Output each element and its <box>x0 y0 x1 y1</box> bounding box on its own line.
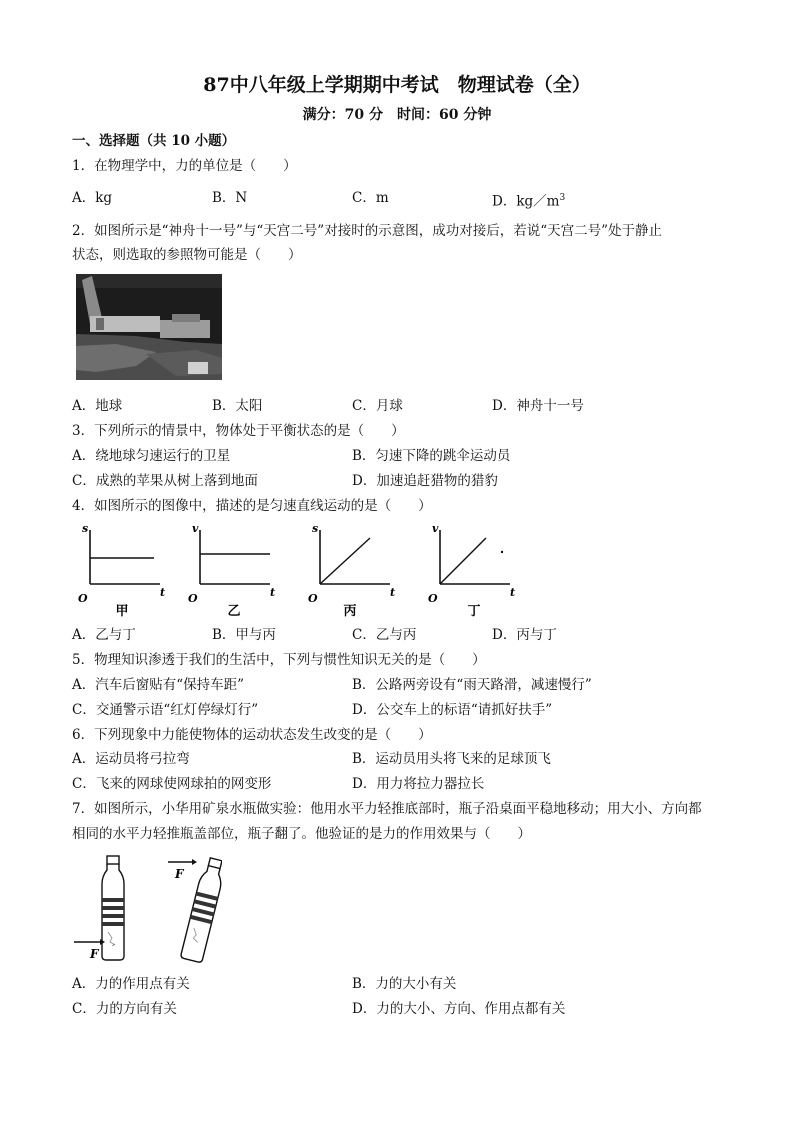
graph-jia-ylabel: s <box>82 522 89 535</box>
q6-option-b: B．运动员用头将飞来的足球顶飞 <box>352 751 551 767</box>
exam-title: 87中八年级上学期期中考试 物理试卷（全） <box>203 74 591 96</box>
q3-option-a: A．绕地球匀速运行的卫星 <box>72 448 231 464</box>
force-label-top: F <box>175 867 184 881</box>
graph-ding-xlabel: t <box>510 586 516 599</box>
bottle-tilting <box>180 857 222 963</box>
q5-stem: 5．物理知识渗透于我们的生活中，下列与惯性知识无关的是（ ） <box>72 652 486 668</box>
q6-option-c: C．飞来的网球使网球拍的网变形 <box>72 776 272 792</box>
q2-option-d: D．神舟十一号 <box>492 398 584 414</box>
q2-option-c: C．月球 <box>352 398 403 414</box>
graph-jia-name: 甲 <box>115 604 129 619</box>
q4-option-b: B．甲与丙 <box>212 627 276 643</box>
graph-yi-name: 乙 <box>227 604 241 619</box>
q3-stem: 3．下列所示的情景中，物体处于平衡状态的是（ ） <box>72 423 405 439</box>
q7-stem-line2: 相同的水平力轻推瓶盖部位，瓶子翻了。他验证的是力的作用效果与（ ） <box>72 826 531 842</box>
section-heading: 一、选择题（共 10 小题） <box>72 133 236 149</box>
q5-option-a: A．汽车后窗贴有“保持车距” <box>72 677 245 693</box>
graph-bing-xlabel: t <box>390 586 396 599</box>
bottle-figure <box>72 852 222 964</box>
q3-option-d: D．加速追赶猎物的猎豹 <box>352 473 498 489</box>
graph-yi <box>182 518 282 620</box>
q7-option-b: B．力的大小有关 <box>352 976 457 992</box>
graph-yi-origin: O <box>188 592 198 605</box>
q4-stem: 4．如图所示的图像中，描述的是匀速直线运动的是（ ） <box>72 498 432 514</box>
q2-option-b: B．太阳 <box>212 398 263 414</box>
q7-option-a: A．力的作用点有关 <box>72 976 190 992</box>
q1-option-d-text: D．kg／m <box>492 193 560 210</box>
q4-option-d: D．丙与丁 <box>492 627 557 643</box>
q5-option-d: D．公交车上的标语“请抓好扶手” <box>352 702 553 718</box>
q6-option-d: D．用力将拉力器拉长 <box>352 776 485 792</box>
graph-jia-origin: O <box>78 592 88 605</box>
q5-option-b: B．公路两旁设有“雨天路滑，减速慢行” <box>352 677 592 693</box>
q1-option-c: C．m <box>352 190 389 206</box>
q1-option-d <box>492 189 565 211</box>
graph-ding-line <box>440 538 486 584</box>
graph-bing <box>302 518 402 620</box>
bottle-upright <box>102 856 124 960</box>
q4-option-c: C．乙与丙 <box>352 627 417 643</box>
graph-yi-xlabel: t <box>270 586 276 599</box>
graph-ding-origin: O <box>428 592 438 605</box>
q5-option-c: C．交通警示语“红灯停绿灯行” <box>72 702 259 718</box>
graph-jia <box>72 518 172 620</box>
graph-ding-ylabel: v <box>432 522 439 535</box>
q2-stem-line2: 状态，则选取的参照物可能是（ ） <box>72 247 302 263</box>
graph-bing-name: 丙 <box>343 604 357 619</box>
q1-stem: 1．在物理学中，力的单位是（ ） <box>72 158 297 174</box>
exam-subtitle: 满分：70 分 时间：60 分钟 <box>302 107 492 123</box>
graph-bing-origin: O <box>308 592 318 605</box>
graph-yi-ylabel: v <box>192 522 199 535</box>
graph-bing-ylabel: s <box>312 522 319 535</box>
graph-ding-name: 丁 <box>467 604 481 619</box>
q1-option-b: B．N <box>212 190 248 206</box>
q3-option-c: C．成熟的苹果从树上落到地面 <box>72 473 258 489</box>
q7-option-d: D．力的大小、方向、作用点都有关 <box>352 1001 566 1017</box>
graph-ding <box>422 518 522 620</box>
q6-stem: 6．下列现象中力能使物体的运动状态发生改变的是（ ） <box>72 727 432 743</box>
docking-photo <box>76 274 222 380</box>
q3-option-b: B．匀速下降的跳伞运动员 <box>352 448 511 464</box>
q2-stem-line1: 2．如图所示是“神舟十一号”与“天宫二号”对接时的示意图，成功对接后，若说“天宫二号”处于静止 <box>72 223 662 239</box>
force-label-bottom: F <box>90 947 99 961</box>
q7-option-c: C．力的方向有关 <box>72 1001 177 1017</box>
graph-bing-line <box>320 538 370 584</box>
q1-option-a: A．kg <box>72 190 113 206</box>
q7-stem-line1: 7．如图所示，小华用矿泉水瓶做实验：他用水平力轻推底部时，瓶子沿桌面平稳地移动；用大小、方向都 <box>72 801 702 817</box>
q4-option-a: A．乙与丁 <box>72 627 136 643</box>
graph-jia-xlabel: t <box>160 586 166 599</box>
q1-option-d-exponent: 3 <box>559 193 566 203</box>
q2-option-a: A．地球 <box>72 398 123 414</box>
q6-option-a: A．运动员将弓拉弯 <box>72 751 190 767</box>
